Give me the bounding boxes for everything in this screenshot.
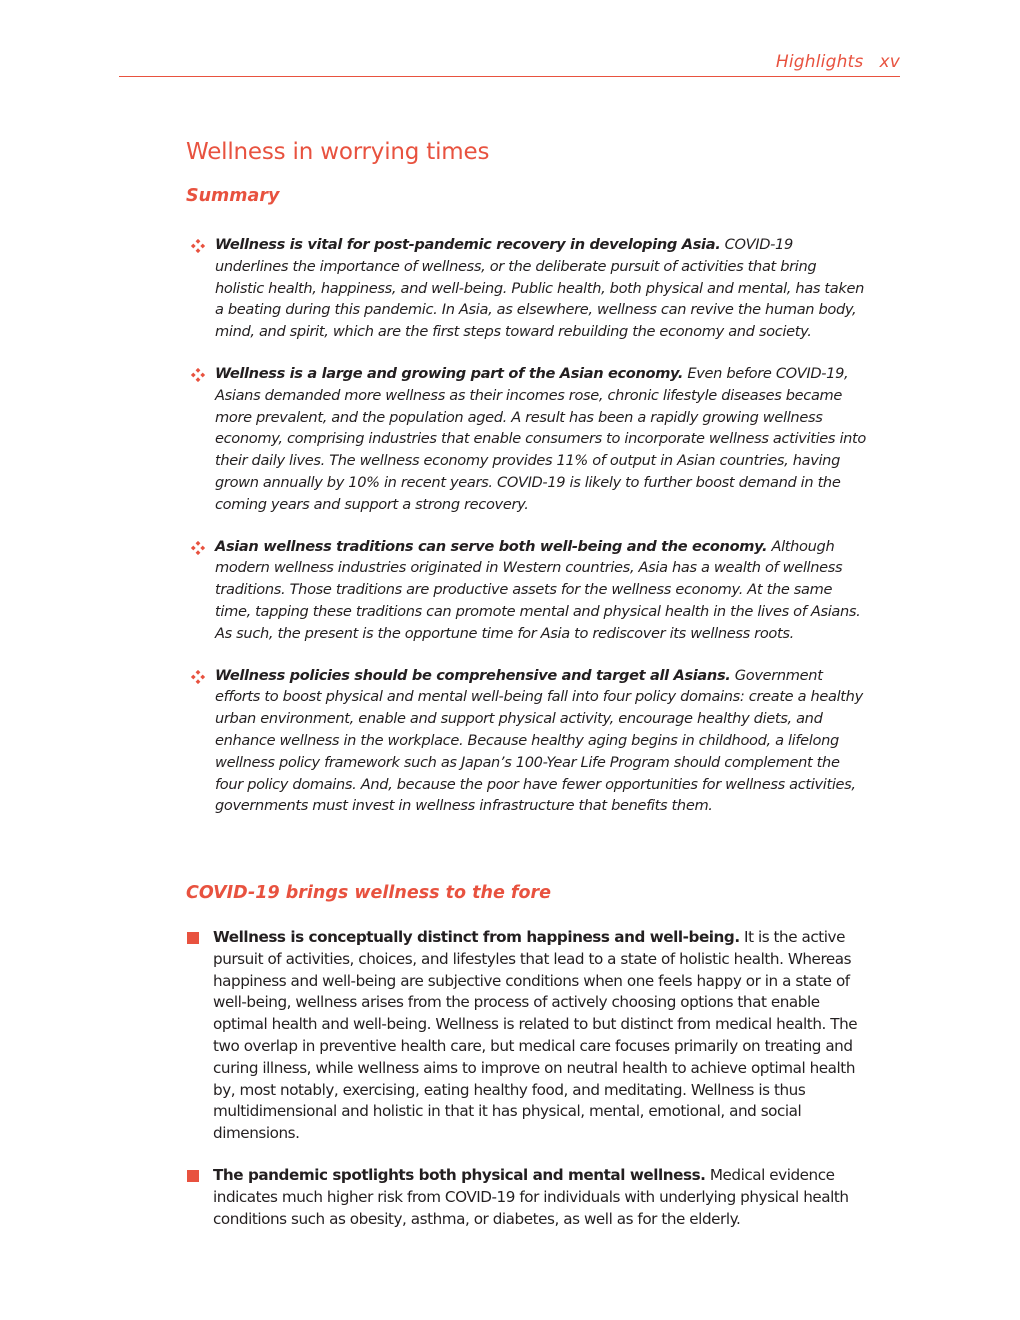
page-content <box>186 139 866 1228</box>
summary-item <box>186 665 866 818</box>
header-rule <box>119 76 900 77</box>
summary-item <box>186 536 866 645</box>
square-bullet-icon <box>187 932 199 944</box>
body-item-lead: The pandemic spotlights both physical and mental wellness. <box>213 1165 706 1184</box>
diamond-bullet-icon <box>191 670 205 684</box>
diamond-bullet-icon <box>191 541 205 555</box>
square-bullet-icon <box>187 1170 199 1182</box>
covid-section-heading: COVID-19 brings wellness to the fore <box>186 883 552 903</box>
summary-item-text: Government efforts to boost physical and mental well-being fall into four policy domains: create a healthy urban environment, enable and support physical activity, encourage healthy diets, and enhance wellness in the workplace. Because healthy aging begins in childhood, a lifelong wellness policy framework such as Japan’s 100-Year Life Program should complement the four policy domains. And, because the poor have fewer opportunities for wellness activities, governments must invest in wellness infrastructure that benefits them. <box>215 666 863 815</box>
body-list-item <box>186 927 866 1145</box>
summary-item <box>186 363 866 516</box>
summary-item-lead: Wellness is a large and growing part of the Asian economy. <box>215 364 684 382</box>
body-item-text: It is the active pursuit of activities, choices, and lifestyles that lead to a state of holistic health. Whereas happiness and well-being are subjective conditions when one feels happy or in a state of well-being, wellness arises from the process of actively choosing options that enable optimal health and well-being. Wellness is related to but distinct from medical health. The two overlap in preventive health care, but medical care focuses primarily on treating and curing illness, while wellness aims to improve on neutral health to achieve optimal health by, most notably, exercising, eating healthy food, and meditating. Wellness is thus multidimensional and holistic in that it has physical, mental, emotional, and social dimensions. <box>213 928 858 1143</box>
chapter-title: Wellness in worrying times <box>186 139 490 165</box>
diamond-bullet-icon <box>191 239 205 253</box>
body-list-item <box>186 1165 866 1230</box>
diamond-bullet-icon <box>191 368 205 382</box>
summary-item-lead: Asian wellness traditions can serve both well-being and the economy. <box>215 537 768 555</box>
summary-item-text: Although modern wellness industries originated in Western countries, Asia has a wealth of wellness traditions. Those traditions are productive assets for the wellness economy. At the same time, tapping these traditions can promote mental and physical health in the lives of Asians. As such, the present is the opportune time for Asia to rediscover its wellness roots. <box>215 537 861 642</box>
summary-item-text: Even before COVID-19, Asians demanded more wellness as their incomes rose, chronic lifestyle diseases became more prevalent, and the population aged. A result has been a rapidly growing wellness economy, comprising industries that enable consumers to incorporate wellness activities into their daily lives. The wellness economy provides 11% of output in Asian countries, having grown annually by 10% in recent years. COVID-19 is likely to further boost demand in the coming years and support a strong recovery. <box>215 364 866 513</box>
body-item-text: Medical evidence indicates much higher risk from COVID-19 for individuals with underlying physical health conditions such as obesity, asthma, or diabetes, as well as for the elderly. <box>213 1165 849 1228</box>
body-item-lead: Wellness is conceptually distinct from happiness and well-being. <box>213 928 740 946</box>
summary-item-text: COVID-19 underlines the importance of wellness, or the deliberate pursuit of activities that bring holistic health, happiness, and well-being. Public health, both physical and mental, has taken a beating during this pandemic. In Asia, as elsewhere, wellness can revive the human body, mind, and spirit, which are the first steps toward rebuilding the economy and society. <box>215 236 865 341</box>
running-header-section: Highlights <box>775 52 864 72</box>
summary-item-lead: Wellness policies should be comprehensive and target all Asians. <box>215 666 731 684</box>
summary-item-lead: Wellness is vital for post-pandemic recovery in developing Asia. <box>215 236 721 253</box>
summary-list <box>186 234 866 837</box>
running-header <box>776 52 900 72</box>
page-number: xv <box>879 52 900 72</box>
summary-item <box>186 234 866 343</box>
summary-heading: Summary <box>186 186 280 206</box>
covid-section-list <box>186 927 866 1250</box>
